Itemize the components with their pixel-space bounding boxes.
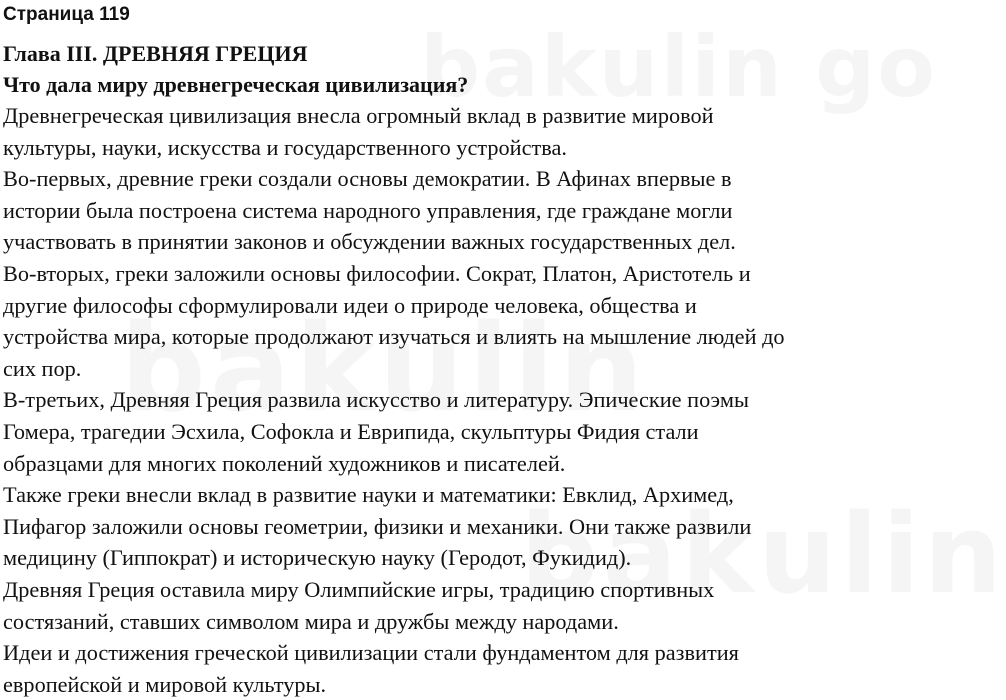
paragraph-conclusion: Идеи и достижения греческой цивилизации стали фундаментом для развития европейской и мировой культуры. bbox=[3, 640, 739, 697]
paragraph-philosophy: Во-вторых, греки заложили основы философии. Сократ, Платон, Аристотель и другие философы сформулировали идеи о природе человека, общества и устройства мира, которые продолжают изучаться и влиять на мышление людей до сих пор. bbox=[3, 260, 785, 381]
paragraph-olympics: Древняя Греция оставила миру Олимпийские игры, традицию спортивных состязаний, ставших символом мира и дружбы между народами. bbox=[3, 576, 715, 634]
paragraph-intro: Древнегреческая цивилизация внесла огромный вклад в развитие мировой культуры, науки, искусства и государственного устройства. bbox=[3, 103, 714, 160]
paragraph-science: Также греки внесли вклад в развитие науки и математики: Евклид, Архимед, Пифагор заложили основы геометрии, физики и механики. Они также развили медицину (Гиппократ) и историческую науку (Геродот, Фукидид). bbox=[3, 482, 752, 571]
page-content bbox=[3, 0, 800, 700]
paragraph-democracy: Во-первых, древние греки создали основы демократии. В Афинах впервые в истории была построена система народного управления, где граждане могли участвовать в принятии законов и обсуждении важных государственных дел. bbox=[3, 166, 736, 255]
question-heading: Что дала миру древнегреческая цивилизация? bbox=[3, 72, 469, 97]
page-number-label: Страница 119 bbox=[3, 4, 130, 25]
paragraph-art-literature: В-третьих, Древняя Греция развила искусство и литературу. Эпические поэмы Гомера, трагедии Эсхила, Софокла и Еврипида, скульптуры Фидия стали образцами для многих поколений художников и писателей. bbox=[3, 387, 749, 476]
chapter-title: Глава III. ДРЕВНЯЯ ГРЕЦИЯ bbox=[3, 41, 308, 66]
